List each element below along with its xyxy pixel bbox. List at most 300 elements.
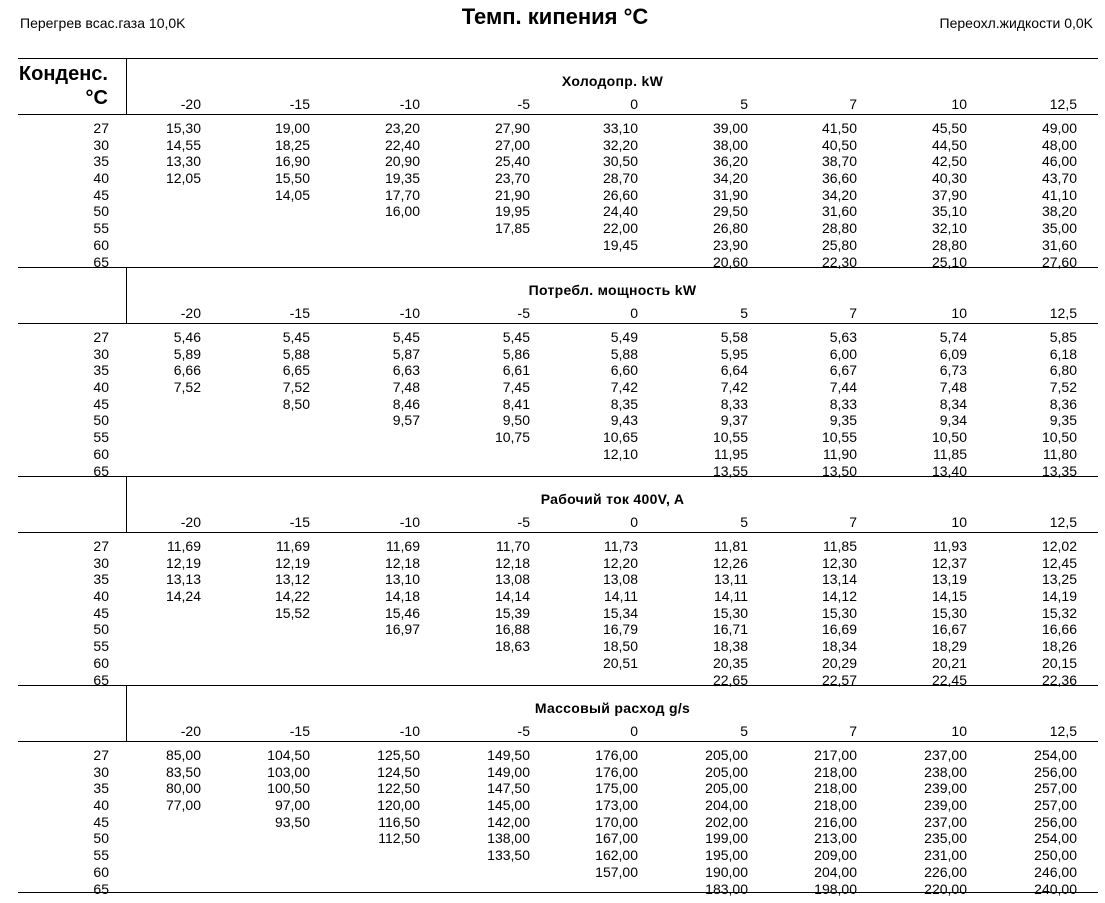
table-row [18,780,1098,797]
table-cell: 239,00 [924,797,967,814]
table-cell: 13,11 [714,571,748,588]
table-cell: 18,26 [1041,638,1077,655]
table-cell: 209,00 [814,847,857,864]
table-cell: 257,00 [1034,797,1077,814]
table-cell: 77,00 [165,797,201,814]
table-cell: 16,69 [821,621,857,638]
table-cell: 21,90 [494,186,530,203]
table-cell: 15,50 [274,170,310,187]
table-cell: 175,00 [595,780,638,797]
column-header: 0 [630,514,638,530]
table-cell: 16,00 [384,203,420,220]
table-cell: 27,90 [494,120,530,136]
table-cell: 5,58 [720,329,748,345]
table-cell: 9,57 [392,412,420,429]
table-cell: 239,00 [924,780,967,797]
table-cell: 125,50 [377,747,420,763]
column-header: 5 [740,514,748,530]
table-cell: 22,36 [1041,671,1077,688]
table-cell: 218,00 [814,763,857,780]
table-cell: 16,71 [712,621,748,638]
table-cell: 25,10 [931,253,967,270]
table-row [18,362,1098,379]
row-header: 65 [93,880,109,897]
row-header: 50 [93,621,109,638]
table-cell: 31,60 [821,203,857,220]
table-cell: 19,35 [384,170,420,187]
table-cell: 12,18 [494,554,530,571]
column-header: -20 [180,96,201,112]
row-header: 50 [93,830,109,847]
table-cell: 183,00 [705,880,748,897]
table-cell: 116,50 [378,813,420,830]
column-header: -10 [399,723,420,739]
table-cell: 22,57 [821,671,857,688]
table-cell: 15,30 [165,120,201,136]
table-cell: 120,00 [377,797,420,814]
column-header: 0 [630,305,638,321]
table-cell: 112,50 [378,830,420,847]
evaporating-temp-header-row [18,304,1098,322]
table-cell: 24,40 [602,203,638,220]
table-cell: 35,00 [1041,220,1077,237]
table-cell: 250,00 [1034,847,1077,864]
row-header: 50 [93,203,109,220]
table-cell: 7,42 [720,379,748,396]
table-cell: 13,40 [931,462,967,479]
table-cell: 103,00 [267,763,310,780]
row-header: 60 [93,445,109,462]
table-cell: 18,34 [821,638,857,655]
table-row [18,329,1098,346]
table-cell: 36,20 [712,153,748,170]
table-cell: 19,95 [494,203,530,220]
column-header: -5 [517,96,530,112]
table-cell: 149,00 [487,763,530,780]
table-cell: 5,45 [282,329,310,345]
row-header: 60 [93,863,109,880]
table-cell: 20,35 [712,654,748,671]
table-cell: 34,20 [821,186,857,203]
column-header: 10 [951,305,967,321]
row-header: 35 [93,571,109,588]
column-header: 0 [630,96,638,112]
table-cell: 14,22 [274,588,310,605]
divider [18,741,1098,742]
column-header: 7 [849,305,857,321]
table-cell: 13,25 [1041,571,1077,588]
column-header: 12,5 [1049,514,1077,530]
table-cell: 204,00 [705,797,748,814]
table-cell: 13,55 [712,462,748,479]
row-header: 65 [93,671,109,688]
table-cell: 20,90 [384,153,420,170]
table-cell: 246,00 [1034,863,1077,880]
table-cell: 205,00 [705,763,748,780]
table-cell: 11,73 [604,538,638,554]
table-cell: 18,29 [931,638,967,655]
column-header: 0 [630,723,638,739]
table-cell: 217,00 [814,747,857,763]
table-cell: 195,00 [705,847,748,864]
row-header: 27 [93,329,109,345]
table-cell: 133,50 [487,847,530,864]
table-cell: 5,89 [173,345,201,362]
table-cell: 38,00 [712,136,748,153]
table-body [18,329,1098,479]
table-cell: 6,63 [392,362,420,379]
table-cell: 40,50 [821,136,857,153]
column-header: 5 [740,723,748,739]
column-header: -5 [517,723,530,739]
table-cell: 10,50 [1041,429,1077,446]
table-cell: 14,18 [384,588,420,605]
table-cell: 10,65 [602,429,638,446]
table-cell: 142,00 [487,813,530,830]
table-row [18,429,1098,446]
table-cell: 5,86 [502,345,530,362]
table-cell: 31,90 [712,186,748,203]
column-header: -15 [289,723,310,739]
table-row [18,379,1098,396]
table-cell: 7,52 [173,379,201,396]
column-header: -15 [289,305,310,321]
table-cell: 48,00 [1041,136,1077,153]
table-cell: 11,95 [714,445,748,462]
table-cell: 23,20 [384,120,420,136]
row-header: 60 [93,236,109,253]
section-title: Рабочий ток 400V, A [540,491,685,507]
table-cell: 35,10 [931,203,967,220]
table-cell: 6,80 [1049,362,1077,379]
table-cell: 11,81 [714,538,748,554]
table-cell: 149,50 [487,747,530,763]
table-body [18,747,1098,897]
table-cell: 13,08 [602,571,638,588]
table-cell: 18,50 [602,638,638,655]
table-cell: 5,88 [610,345,638,362]
table-cell: 104,50 [267,747,310,763]
table-cell: 15,30 [821,604,857,621]
table-row [18,120,1098,137]
page-title: Темп. кипения °C [461,4,649,29]
table-cell: 237,00 [924,747,967,763]
subcooling-label: Переохл.жидкости 0,0K [939,15,1093,31]
table-row [18,881,1098,898]
table-cell: 5,87 [392,345,420,362]
row-header: 30 [93,136,109,153]
column-header: -20 [180,305,201,321]
table-cell: 8,50 [282,395,310,412]
table-cell: 18,63 [494,638,530,655]
table-cell: 162,00 [595,847,638,864]
column-header: 5 [740,96,748,112]
column-header: -10 [399,96,420,112]
row-header: 27 [93,538,109,554]
table-cell: 5,45 [392,329,420,345]
row-header: 45 [93,813,109,830]
table-cell: 10,55 [821,429,857,446]
table-cell: 15,30 [931,604,967,621]
table-body [18,120,1098,270]
table-section [18,476,1098,688]
table-cell: 204,00 [814,863,857,880]
table-cell: 6,67 [829,362,857,379]
table-cell: 147,50 [487,780,530,797]
table-cell: 8,33 [829,395,857,412]
table-cell: 14,11 [604,588,638,605]
table-cell: 13,19 [931,571,967,588]
column-header: -10 [399,514,420,530]
table-cell: 205,00 [705,747,748,763]
row-header: 35 [93,780,109,797]
table-cell: 9,50 [502,412,530,429]
table-cell: 6,73 [939,362,967,379]
table-cell: 6,65 [282,362,310,379]
table-cell: 16,66 [1041,621,1077,638]
table-cell: 5,63 [829,329,857,345]
table-cell: 49,00 [1041,120,1077,136]
table-cell: 16,67 [931,621,967,638]
table-cell: 145,00 [487,797,530,814]
table-cell: 13,12 [274,571,310,588]
evaporating-temp-header-row [18,722,1098,740]
table-cell: 7,45 [502,379,530,396]
table-cell: 20,51 [602,654,638,671]
row-header: 60 [93,654,109,671]
table-cell: 9,35 [1049,412,1077,429]
table-cell: 44,50 [931,136,967,153]
table-cell: 257,00 [1034,780,1077,797]
table-cell: 14,11 [714,588,748,605]
table-cell: 216,00 [814,813,857,830]
table-cell: 36,60 [821,170,857,187]
table-cell: 213,00 [814,830,857,847]
table-cell: 7,42 [610,379,638,396]
table-cell: 22,65 [712,671,748,688]
table-cell: 11,70 [496,538,530,554]
table-section [18,685,1098,897]
table-cell: 85,00 [165,747,201,763]
table-cell: 254,00 [1034,830,1077,847]
section-title: Массовый расход g/s [534,700,691,716]
table-cell: 32,20 [602,136,638,153]
table-cell: 38,20 [1041,203,1077,220]
column-header: 5 [740,305,748,321]
table-cell: 32,10 [931,220,967,237]
column-header: -20 [180,514,201,530]
table-cell: 45,50 [931,120,967,136]
table-cell: 15,30 [712,604,748,621]
table-row [18,814,1098,831]
table-cell: 14,15 [931,588,967,605]
table-cell: 27,60 [1041,253,1077,270]
table-cell: 20,60 [712,253,748,270]
table-cell: 26,80 [712,220,748,237]
table-cell: 12,37 [931,554,967,571]
table-cell: 9,43 [610,412,638,429]
table-cell: 198,00 [814,880,857,897]
table-row [18,396,1098,413]
table-cell: 41,10 [1041,186,1077,203]
table-row [18,588,1098,605]
table-cell: 6,00 [829,345,857,362]
table-row [18,764,1098,781]
table-cell: 11,90 [823,445,857,462]
table-cell: 5,74 [939,329,967,345]
table-cell: 12,26 [712,554,748,571]
divider [18,323,1098,324]
table-row [18,446,1098,463]
table-cell: 11,85 [933,445,967,462]
table-cell: 38,70 [821,153,857,170]
table-cell: 190,00 [705,863,748,880]
table-row [18,571,1098,588]
table-cell: 9,37 [720,412,748,429]
table-cell: 13,10 [384,571,420,588]
table-cell: 5,45 [502,329,530,345]
table-cell: 11,69 [167,538,201,554]
table-cell: 176,00 [595,763,638,780]
condensing-label-text: Конденс. [18,63,108,85]
table-row [18,655,1098,672]
table-cell: 12,02 [1041,538,1077,554]
table-cell: 100,50 [267,780,310,797]
table-cell: 97,00 [274,797,310,814]
table-cell: 202,00 [705,813,748,830]
table-row [18,137,1098,154]
table-cell: 41,50 [821,120,857,136]
table-cell: 170,00 [595,813,638,830]
table-row [18,747,1098,764]
table-cell: 199,00 [705,830,748,847]
table-cell: 231,00 [924,847,967,864]
table-cell: 15,46 [384,604,420,621]
evaporating-temp-header-row [18,513,1098,531]
table-cell: 15,32 [1041,604,1077,621]
divider [18,532,1098,533]
table-cell: 5,88 [282,345,310,362]
table-cell: 11,85 [823,538,857,554]
table-cell: 205,00 [705,780,748,797]
column-header: -5 [517,514,530,530]
table-cell: 13,50 [821,462,857,479]
table-row [18,847,1098,864]
table-cell: 20,21 [931,654,967,671]
row-header: 55 [93,220,109,237]
table-cell: 23,70 [494,170,530,187]
table-cell: 20,29 [821,654,857,671]
table-cell: 23,90 [712,236,748,253]
table-cell: 238,00 [924,763,967,780]
table-row [18,187,1098,204]
table-cell: 42,50 [931,153,967,170]
row-header: 65 [93,253,109,270]
table-cell: 16,90 [274,153,310,170]
table-cell: 43,70 [1041,170,1077,187]
table-cell: 254,00 [1034,747,1077,763]
row-header: 40 [93,379,109,396]
table-cell: 15,39 [494,604,530,621]
table-cell: 237,00 [924,813,967,830]
table-cell: 26,60 [602,186,638,203]
table-cell: 226,00 [924,863,967,880]
table-cell: 157,00 [595,863,638,880]
table-cell: 8,34 [939,395,967,412]
table-cell: 7,48 [939,379,967,396]
table-cell: 13,30 [165,153,201,170]
table-cell: 5,46 [173,329,201,345]
table-cell: 15,34 [602,604,638,621]
table-cell: 122,50 [377,780,420,797]
table-cell: 10,50 [931,429,967,446]
table-cell: 240,00 [1034,880,1077,897]
table-row [18,237,1098,254]
table-section [18,58,1098,270]
table-cell: 14,19 [1041,588,1077,605]
row-header: 30 [93,763,109,780]
column-header: 10 [951,514,967,530]
table-cell: 12,05 [165,170,201,187]
column-header: 12,5 [1049,723,1077,739]
table-cell: 34,20 [712,170,748,187]
table-cell: 16,97 [384,621,420,638]
row-header: 30 [93,345,109,362]
table-cell: 28,80 [821,220,857,237]
table-cell: 13,13 [165,571,201,588]
table-cell: 5,49 [610,329,638,345]
table-cell: 11,80 [1043,445,1077,462]
table-cell: 173,00 [595,797,638,814]
table-cell: 220,00 [924,880,967,897]
table-cell: 37,90 [931,186,967,203]
table-cell: 12,18 [384,554,420,571]
table-cell: 6,66 [173,362,201,379]
column-header: 12,5 [1049,305,1077,321]
table-cell: 27,00 [494,136,530,153]
table-cell: 12,19 [165,554,201,571]
table-cell: 8,41 [502,395,530,412]
table-cell: 12,10 [602,445,638,462]
table-cell: 12,20 [602,554,638,571]
table-cell: 6,64 [720,362,748,379]
row-header: 40 [93,797,109,814]
column-header: 7 [849,514,857,530]
table-row [18,638,1098,655]
section-title: Холодопр. kW [561,73,664,89]
table-cell: 14,05 [274,186,310,203]
table-cell: 16,88 [494,621,530,638]
table-cell: 7,44 [829,379,857,396]
table-cell: 18,25 [274,136,310,153]
table-cell: 22,45 [931,671,967,688]
table-cell: 8,36 [1049,395,1077,412]
column-header: 7 [849,96,857,112]
divider [18,114,1098,115]
row-header: 45 [93,186,109,203]
row-header: 55 [93,638,109,655]
table-cell: 7,52 [282,379,310,396]
table-cell: 176,00 [595,747,638,763]
table-cell: 8,33 [720,395,748,412]
table-cell: 16,79 [602,621,638,638]
column-header: 7 [849,723,857,739]
table-cell: 12,19 [274,554,310,571]
column-header: -10 [399,305,420,321]
table-cell: 93,50 [274,813,310,830]
table-cell: 39,00 [712,120,748,136]
table-body [18,538,1098,688]
